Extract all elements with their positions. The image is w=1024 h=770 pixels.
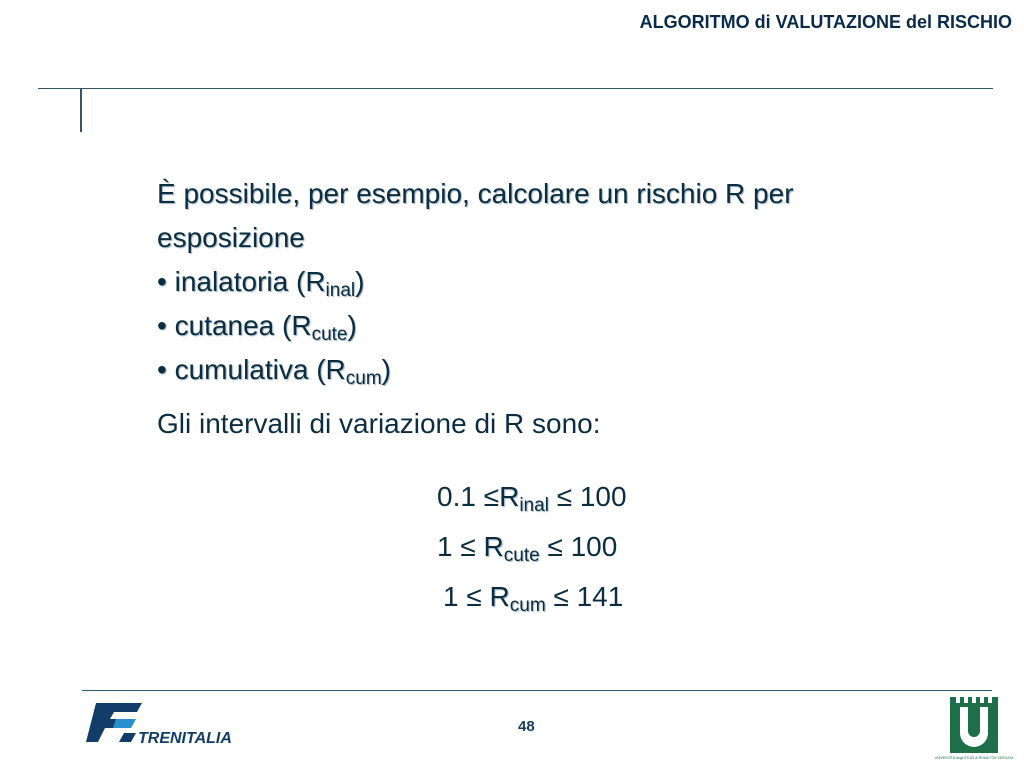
- range-r: [489, 581, 546, 616]
- exposure-label: cutanea (R: [174, 310, 312, 341]
- exposure-subscript: cum: [345, 368, 382, 389]
- top-divider: [38, 88, 993, 89]
- slide-body: [157, 172, 957, 446]
- exposure-label: inalatoria (R: [174, 266, 326, 297]
- range-cute: [437, 530, 617, 564]
- exposure-item: [157, 354, 391, 389]
- exposure-close: ): [381, 354, 391, 385]
- r-symbol: R: [499, 481, 520, 512]
- ranges-lead-text: Gli intervalli di variazione di R sono:: [157, 408, 601, 439]
- r-symbol: R: [483, 531, 504, 562]
- range-max: 141: [576, 581, 624, 612]
- bullet: •: [157, 266, 167, 297]
- intro-paragraph: [157, 172, 957, 392]
- page-number: 48: [518, 718, 535, 735]
- trenitalia-logo-text: TRENITALIA: [138, 730, 232, 747]
- exposure-item: [157, 310, 357, 345]
- university-logo-text: UNIVERSITÀ degli STUDI di ROMA TOR VERGATA: [934, 756, 1014, 760]
- corner-accent-divider: [80, 88, 82, 132]
- range-cum: [443, 580, 623, 614]
- intro-line-1: È possibile, per esempio, calcolare un rischio R per: [157, 178, 794, 209]
- range-min: 0.1: [437, 481, 476, 512]
- range-r: [483, 531, 540, 566]
- range-max: 100: [579, 481, 627, 512]
- bullet: •: [157, 354, 167, 385]
- range-max: 100: [570, 531, 618, 562]
- exposure-label: cumulativa (R: [174, 354, 346, 385]
- le-symbol: ≤: [460, 531, 476, 562]
- range-inal: [437, 480, 627, 514]
- intro-line-2: esposizione: [157, 222, 305, 253]
- trenitalia-logo-icon: [84, 697, 254, 749]
- exposure-item: [157, 266, 365, 301]
- range-r: [499, 481, 549, 516]
- slide-header-title: ALGORITMO di VALUTAZIONE del RISCHIO: [639, 12, 1012, 32]
- university-logo: [934, 695, 1014, 765]
- range-subscript: inal: [519, 495, 549, 516]
- bottom-divider: [82, 690, 992, 691]
- range-subscript: cum: [509, 595, 546, 616]
- range-subscript: cute: [503, 545, 540, 566]
- le-symbol: ≤: [553, 581, 569, 612]
- exposure-close: ): [347, 310, 357, 341]
- le-symbol: ≤: [556, 481, 573, 512]
- trenitalia-logo: [84, 697, 254, 749]
- range-min: 1: [443, 581, 459, 612]
- le-symbol: ≤: [483, 481, 500, 512]
- exposure-subscript: inal: [325, 280, 356, 301]
- exposure-close: ): [355, 266, 365, 297]
- le-symbol: ≤: [547, 531, 563, 562]
- le-symbol: ≤: [466, 581, 482, 612]
- range-min: 1: [437, 531, 453, 562]
- bullet: •: [157, 310, 167, 341]
- university-crest-icon: [934, 695, 1014, 765]
- r-symbol: R: [489, 581, 510, 612]
- exposure-subscript: cute: [311, 324, 348, 345]
